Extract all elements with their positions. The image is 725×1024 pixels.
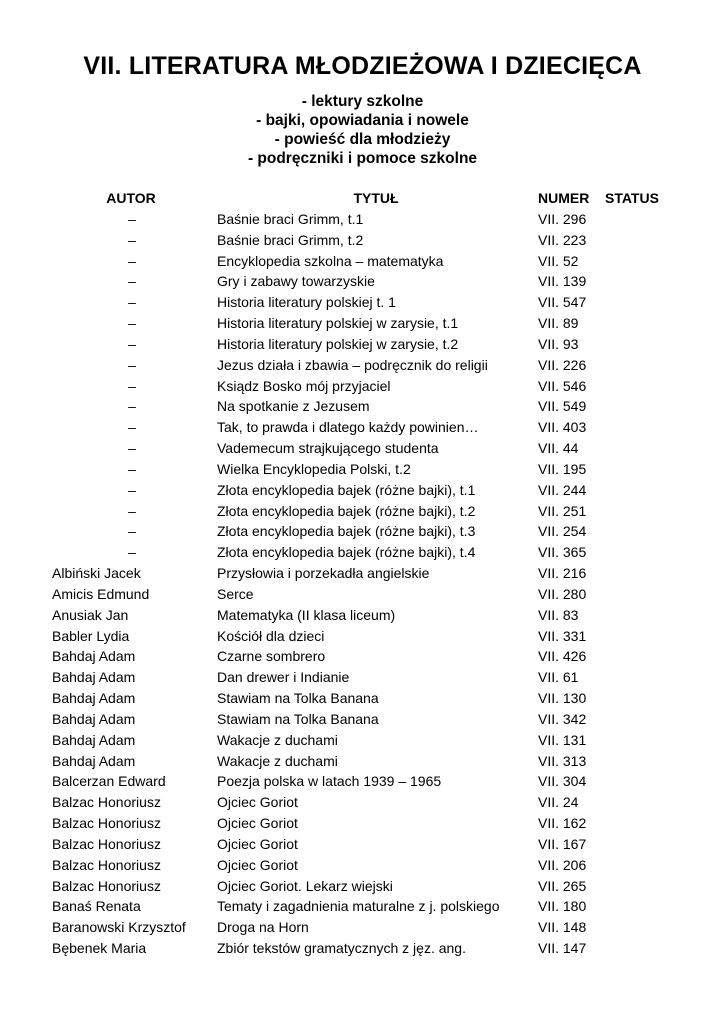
cell-numer: VII. 180: [538, 898, 587, 915]
table-row: [0, 855, 725, 876]
cell-tytul: Historia literatury polskiej w zarysie, t.2: [217, 335, 459, 352]
cell-autor: –: [128, 460, 136, 477]
cell-numer: VII. 546: [538, 377, 587, 394]
cell-autor: –: [128, 377, 136, 394]
table-row: [0, 563, 725, 584]
cell-tytul: Ojciec Goriot. Lekarz wiejski: [217, 877, 393, 894]
cell-tytul: Na spotkanie z Jezusem: [217, 398, 370, 415]
table-row: [0, 501, 725, 522]
cell-tytul: Tematy i zagadnienia maturalne z j. polskiego: [217, 898, 500, 915]
cell-autor: –: [128, 481, 136, 498]
cell-numer: VII. 52: [538, 252, 579, 269]
cell-numer: VII. 61: [538, 669, 579, 686]
cell-tytul: Złota encyklopedia bajek (różne bajki), t.4: [217, 544, 476, 561]
cell-tytul: Ksiądz Bosko mój przyjaciel: [217, 377, 391, 394]
cell-autor: Balzac Honoriusz: [52, 877, 161, 894]
cell-numer: VII. 223: [538, 231, 587, 248]
table-row: [0, 251, 725, 272]
subtitle: - podręczniki i pomoce szkolne: [247, 150, 478, 167]
table-row: [0, 313, 725, 334]
cell-tytul: Wielka Encyklopedia Polski, t.2: [217, 460, 411, 477]
table-row: [0, 396, 725, 417]
cell-numer: VII. 342: [538, 710, 587, 727]
cell-numer: VII. 195: [538, 460, 587, 477]
cell-tytul: Matematyka (II klasa liceum): [217, 606, 396, 623]
cell-autor: Bahdaj Adam: [52, 648, 136, 665]
cell-numer: VII. 426: [538, 648, 587, 665]
table-row: [0, 896, 725, 917]
cell-autor: –: [128, 440, 136, 457]
cell-tytul: Wakacje z duchami: [217, 752, 338, 769]
subtitle-list: [0, 92, 725, 168]
column-header-tytul: TYTUŁ: [353, 190, 399, 206]
cell-autor: –: [128, 273, 136, 290]
cell-autor: –: [128, 252, 136, 269]
cell-autor: –: [128, 231, 136, 248]
cell-numer: VII. 549: [538, 398, 587, 415]
table-row: [0, 917, 725, 938]
table-row: [0, 230, 725, 251]
cell-tytul: Encyklopedia szkolna – matematyka: [217, 252, 444, 269]
cell-numer: VII. 547: [538, 294, 587, 311]
cell-numer: VII. 251: [538, 502, 587, 519]
cell-autor: –: [128, 356, 136, 373]
cell-autor: –: [128, 419, 136, 436]
table-row: [0, 521, 725, 542]
cell-numer: VII. 83: [538, 606, 579, 623]
column-header-status: STATUS: [605, 190, 659, 206]
cell-numer: VII. 167: [538, 835, 587, 852]
cell-tytul: Jezus działa i zbawia – podręcznik do religii: [217, 356, 488, 373]
table-row: [0, 646, 725, 667]
cell-autor: Babler Lydia: [52, 627, 130, 644]
cell-numer: VII. 304: [538, 773, 587, 790]
column-header-numer: NUMER: [538, 190, 590, 206]
table-row: [0, 709, 725, 730]
cell-autor: –: [128, 502, 136, 519]
cell-tytul: Vademecum strajkującego studenta: [217, 440, 439, 457]
cell-autor: Balcerzan Edward: [52, 773, 166, 790]
catalog-table: [0, 209, 725, 959]
cell-tytul: Ojciec Goriot: [217, 794, 298, 811]
cell-numer: VII. 254: [538, 523, 587, 540]
subtitle: - bajki, opowiadania i nowele: [256, 112, 469, 129]
table-row: [0, 813, 725, 834]
cell-autor: Balzac Honoriusz: [52, 794, 161, 811]
cell-autor: –: [128, 211, 136, 227]
cell-numer: VII. 24: [538, 794, 579, 811]
table-row: [0, 751, 725, 772]
table-row: [0, 417, 725, 438]
cell-autor: –: [128, 335, 136, 352]
table-row: [0, 667, 725, 688]
cell-tytul: Tak, to prawda i dlatego każdy powinien…: [217, 419, 479, 436]
cell-autor: Bahdaj Adam: [52, 752, 136, 769]
table-row: [0, 938, 725, 959]
cell-numer: VII. 93: [538, 335, 579, 352]
table-row: [0, 771, 725, 792]
page-title: VII. LITERATURA MŁODZIEŻOWA I DZIECIĘCA: [83, 52, 642, 80]
table-row: [0, 605, 725, 626]
table-row: [0, 834, 725, 855]
table-row: [0, 688, 725, 709]
cell-tytul: Ojciec Goriot: [217, 815, 298, 832]
cell-autor: Amicis Edmund: [52, 585, 150, 602]
cell-tytul: Wakacje z duchami: [217, 731, 338, 748]
cell-autor: Anusiak Jan: [52, 606, 129, 623]
cell-numer: VII. 44: [538, 440, 579, 457]
cell-autor: Albiński Jacek: [52, 565, 141, 582]
table-row: [0, 792, 725, 813]
cell-tytul: Dan drewer i Indianie: [217, 669, 350, 686]
subtitle: - lektury szkolne: [301, 93, 424, 110]
cell-tytul: Stawiam na Tolka Banana: [217, 710, 379, 727]
cell-numer: VII. 313: [538, 752, 587, 769]
cell-numer: VII. 331: [538, 627, 587, 644]
table-row: [0, 355, 725, 376]
table-row: [0, 292, 725, 313]
cell-numer: VII. 147: [538, 939, 587, 956]
cell-numer: VII. 280: [538, 585, 587, 602]
table-row: [0, 480, 725, 501]
cell-autor: Balzac Honoriusz: [52, 815, 161, 832]
cell-numer: VII. 296: [538, 211, 587, 227]
cell-autor: Bahdaj Adam: [52, 731, 136, 748]
cell-tytul: Baśnie braci Grimm, t.1: [217, 211, 364, 227]
cell-tytul: Ojciec Goriot: [217, 835, 298, 852]
cell-numer: VII. 226: [538, 356, 587, 373]
cell-autor: Bębenek Maria: [52, 939, 147, 956]
cell-tytul: Droga na Horn: [217, 919, 309, 936]
cell-tytul: Czarne sombrero: [217, 648, 326, 665]
cell-tytul: Kościół dla dzieci: [217, 627, 325, 644]
cell-tytul: Poezja polska w latach 1939 – 1965: [217, 773, 442, 790]
cell-autor: Bahdaj Adam: [52, 710, 136, 727]
cell-numer: VII. 139: [538, 273, 587, 290]
cell-tytul: Złota encyklopedia bajek (różne bajki), t.2: [217, 502, 476, 519]
cell-autor: –: [128, 398, 136, 415]
cell-autor: –: [128, 523, 136, 540]
table-row: [0, 459, 725, 480]
cell-tytul: Złota encyklopedia bajek (różne bajki), t.1: [217, 481, 476, 498]
cell-tytul: Baśnie braci Grimm, t.2: [217, 231, 364, 248]
cell-numer: VII. 403: [538, 419, 587, 436]
cell-autor: –: [128, 544, 136, 561]
cell-tytul: Historia literatury polskiej t. 1: [217, 294, 396, 311]
cell-tytul: Zbiór tekstów gramatycznych z jęz. ang.: [217, 939, 466, 956]
cell-numer: VII. 148: [538, 919, 587, 936]
table-row: [0, 730, 725, 751]
cell-numer: VII. 216: [538, 565, 587, 582]
cell-numer: VII. 244: [538, 481, 587, 498]
cell-numer: VII. 206: [538, 856, 587, 873]
cell-autor: Balzac Honoriusz: [52, 835, 161, 852]
cell-tytul: Złota encyklopedia bajek (różne bajki), t.3: [217, 523, 476, 540]
cell-tytul: Serce: [217, 585, 254, 602]
table-row: [0, 876, 725, 897]
cell-tytul: Stawiam na Tolka Banana: [217, 690, 379, 707]
cell-numer: VII. 162: [538, 815, 587, 832]
cell-autor: Banaś Renata: [52, 898, 141, 915]
cell-autor: Balzac Honoriusz: [52, 856, 161, 873]
cell-numer: VII. 365: [538, 544, 587, 561]
table-row: [0, 438, 725, 459]
cell-tytul: Przysłowia i porzekadła angielskie: [217, 565, 430, 582]
cell-autor: Baranowski Krzysztof: [52, 919, 186, 936]
cell-autor: –: [128, 294, 136, 311]
table-row: [0, 376, 725, 397]
table-row: [0, 626, 725, 647]
cell-autor: –: [128, 315, 136, 332]
cell-tytul: Historia literatury polskiej w zarysie, t.1: [217, 315, 459, 332]
cell-numer: VII. 130: [538, 690, 587, 707]
subtitle: - powieść dla młodzieży: [274, 131, 451, 148]
cell-autor: Bahdaj Adam: [52, 690, 136, 707]
cell-tytul: Ojciec Goriot: [217, 856, 298, 873]
cell-numer: VII. 131: [538, 731, 587, 748]
cell-autor: Bahdaj Adam: [52, 669, 136, 686]
cell-tytul: Gry i zabawy towarzyskie: [217, 273, 375, 290]
table-row: [0, 584, 725, 605]
table-row: [0, 271, 725, 292]
table-row: [0, 334, 725, 355]
table-row: [0, 209, 725, 230]
table-row: [0, 542, 725, 563]
cell-numer: VII. 89: [538, 315, 579, 332]
column-header-autor: AUTOR: [106, 190, 156, 206]
cell-numer: VII. 265: [538, 877, 587, 894]
